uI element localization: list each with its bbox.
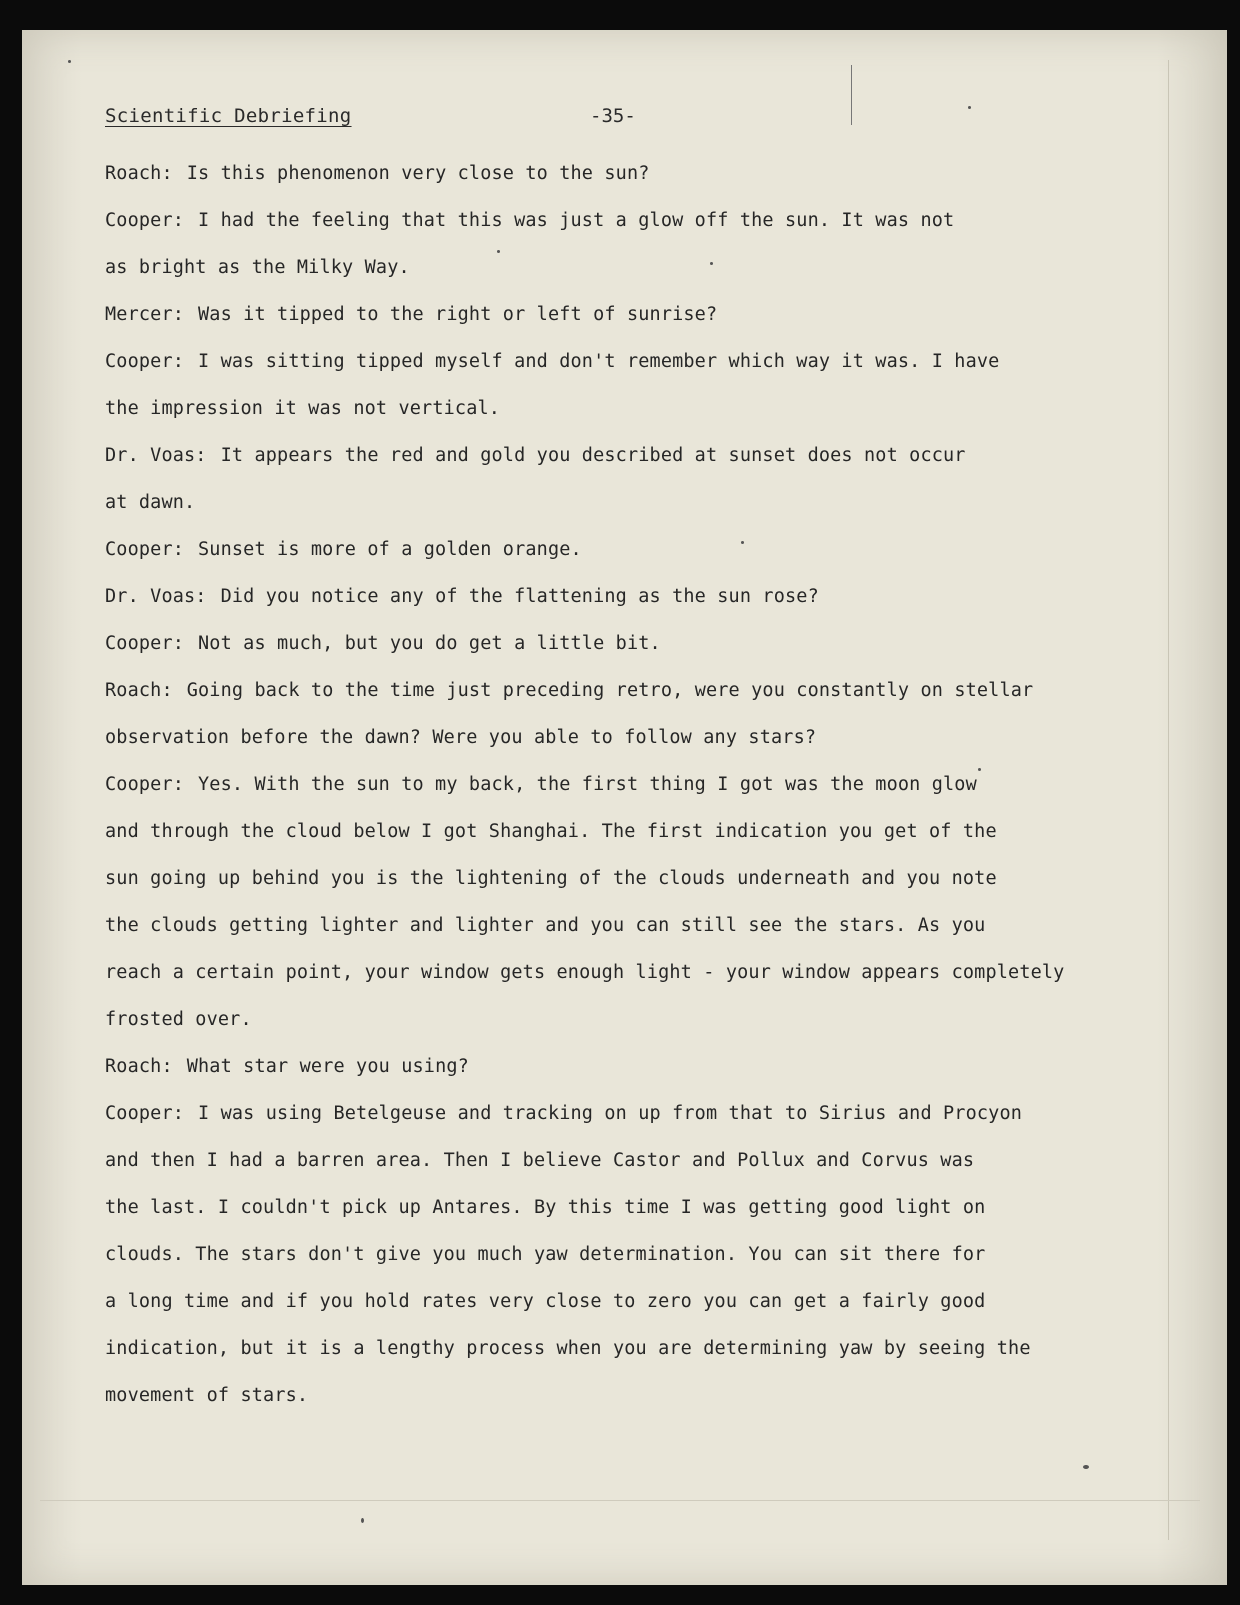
transcript-line [105, 761, 1115, 808]
transcript-line [105, 150, 1115, 197]
scan-speck [361, 1518, 364, 1523]
scan-speck [978, 768, 981, 771]
transcript-line [105, 667, 1115, 714]
scan-mark [851, 65, 852, 125]
transcript-line [105, 291, 1115, 338]
line-text: clouds. The stars don't give you much yaw determination. You can sit there for [105, 1244, 986, 1265]
scan-speck [741, 541, 744, 544]
transcript-line [105, 1184, 1115, 1231]
speaker-label: Roach: [105, 680, 173, 701]
transcript-line [105, 1231, 1115, 1278]
line-text: the clouds getting lighter and lighter and you can still see the stars. As you [105, 915, 986, 936]
line-text: Did you notice any of the flattening as the sun rose? [220, 586, 819, 607]
scan-speck [68, 60, 71, 63]
line-text: Going back to the time just preceding retro, were you constantly on stellar [186, 680, 1034, 701]
speaker-label: Cooper: [105, 351, 185, 372]
line-text: I was using Betelgeuse and tracking on up from that to Sirius and Procyon [198, 1103, 1023, 1124]
line-text: I had the feeling that this was just a glow off the sun. It was not [198, 210, 955, 231]
transcript-line [105, 573, 1115, 620]
line-text: Is this phenomenon very close to the sun? [186, 163, 650, 184]
line-text: as bright as the Milky Way. [105, 257, 410, 278]
transcript-line [105, 949, 1115, 996]
line-text: a long time and if you hold rates very close to zero you can get a fairly good [105, 1291, 986, 1312]
page-header [105, 105, 665, 135]
line-text: It appears the red and gold you described at sunset does not occur [220, 445, 966, 466]
scan-speck [497, 250, 500, 253]
scan-mark [40, 1500, 1200, 1501]
line-text: movement of stars. [105, 1385, 309, 1406]
paper-shadow-left [22, 30, 82, 1585]
speaker-label: Mercer: [105, 304, 185, 325]
scan-speck [968, 106, 971, 109]
transcript-line [105, 479, 1115, 526]
speaker-label: Cooper: [105, 1103, 185, 1124]
transcript-line [105, 1090, 1115, 1137]
line-text: at dawn. [105, 492, 196, 513]
page-number: -35- [590, 105, 636, 127]
scan-mark [1168, 60, 1169, 1540]
speaker-label: Dr. Voas: [105, 445, 207, 466]
transcript-line [105, 855, 1115, 902]
speaker-label: Cooper: [105, 539, 185, 560]
transcript-line [105, 808, 1115, 855]
line-text: indication, but it is a lengthy process when you are determining yaw by seeing the [105, 1338, 1031, 1359]
speaker-label: Cooper: [105, 210, 185, 231]
transcript-line [105, 620, 1115, 667]
line-text: Yes. With the sun to my back, the first thing I got was the moon glow [198, 774, 977, 795]
transcript-line [105, 714, 1115, 761]
speaker-label: Cooper: [105, 633, 185, 654]
transcript-line [105, 1043, 1115, 1090]
line-text: Not as much, but you do get a little bit. [198, 633, 661, 654]
speaker-label: Cooper: [105, 774, 185, 795]
line-text: I was sitting tipped myself and don't remember which way it was. I have [198, 351, 1000, 372]
line-text: the impression it was not vertical. [105, 398, 501, 419]
line-text: sun going up behind you is the lightening of the clouds underneath and you note [105, 868, 997, 889]
line-text: reach a certain point, your window gets enough light - your window appears completely [105, 962, 1065, 983]
line-text: frosted over. [105, 1009, 252, 1030]
transcript-line [105, 1278, 1115, 1325]
transcript-line [105, 902, 1115, 949]
speaker-label: Dr. Voas: [105, 586, 207, 607]
speaker-label: Roach: [105, 1056, 173, 1077]
scan-speck [710, 262, 713, 265]
transcript-line [105, 244, 1115, 291]
document-title: Scientific Debriefing [105, 105, 352, 127]
transcript-line [105, 1325, 1115, 1372]
line-text: Sunset is more of a golden orange. [198, 539, 582, 560]
line-text: and then I had a barren area. Then I believe Castor and Pollux and Corvus was [105, 1150, 975, 1171]
transcript-line [105, 1372, 1115, 1419]
line-text: and through the cloud below I got Shanghai. The first indication you get of the [105, 821, 997, 842]
line-text: observation before the dawn? Were you able to follow any stars? [105, 727, 817, 748]
transcript-line [105, 1137, 1115, 1184]
scan-speck [1083, 1465, 1089, 1469]
transcript-line [105, 996, 1115, 1043]
line-text: What star were you using? [186, 1056, 469, 1077]
transcript-line [105, 526, 1115, 573]
line-text: the last. I couldn't pick up Antares. By this time I was getting good light on [105, 1197, 986, 1218]
transcript-line [105, 338, 1115, 385]
transcript-line [105, 385, 1115, 432]
transcript-line [105, 432, 1115, 479]
transcript-body [105, 150, 1115, 1419]
transcript-line [105, 197, 1115, 244]
speaker-label: Roach: [105, 163, 173, 184]
line-text: Was it tipped to the right or left of sunrise? [198, 304, 718, 325]
